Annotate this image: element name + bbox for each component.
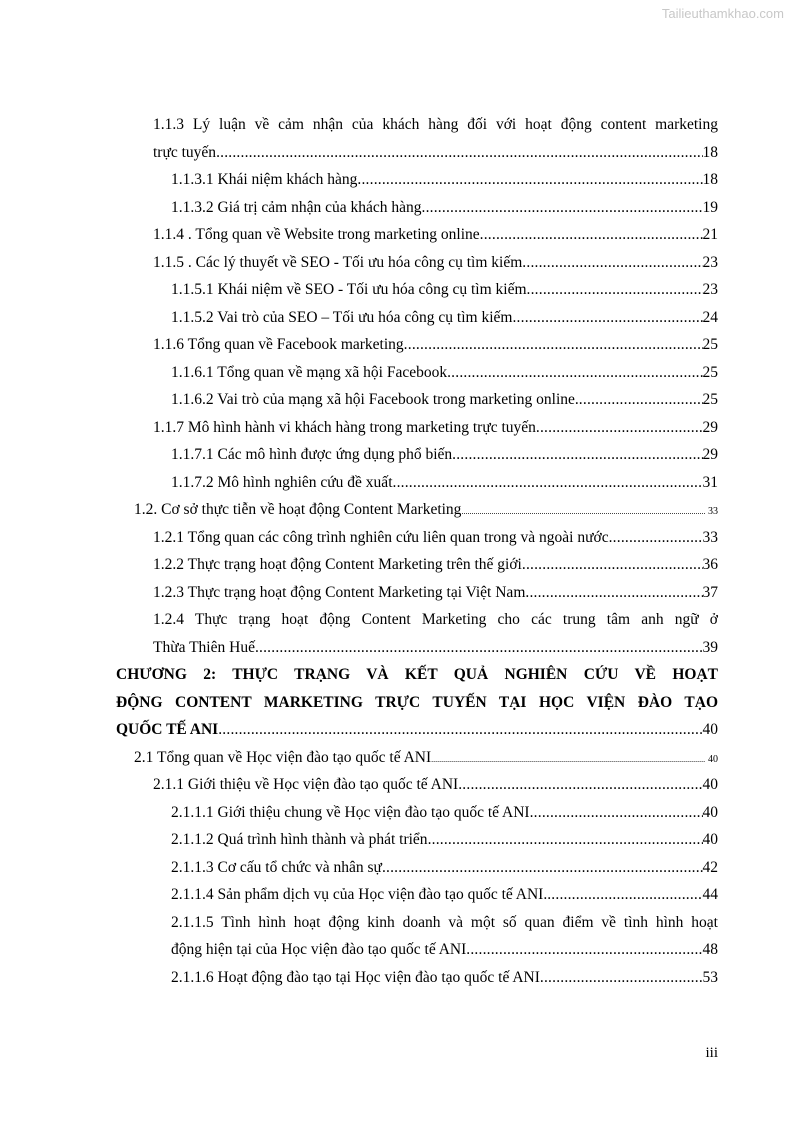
dot-leader xyxy=(255,634,703,661)
toc-page-number: 48 xyxy=(702,941,718,958)
dot-leader xyxy=(466,936,702,963)
toc-page-number: 40 xyxy=(702,831,718,848)
toc-entry-text: 2.1.1 Giới thiệu về Học viện đào tạo quốc tế ANI xyxy=(153,776,459,793)
toc-entry-text: 2.1 Tổng quan về Học viện đào tạo quốc tế ANI xyxy=(134,749,432,766)
dot-leader xyxy=(404,331,703,358)
dot-leader xyxy=(525,579,702,606)
dot-leader xyxy=(382,854,703,881)
toc-entry-text: CHƯƠNG 2: THỰC TRẠNG VÀ KẾT QUẢ NGHIÊN CỨU VỀ HOẠT xyxy=(116,666,718,683)
toc-entry[interactable] xyxy=(153,771,718,798)
dot-leader xyxy=(428,826,703,853)
toc-page-number: 37 xyxy=(702,584,718,601)
dot-leader xyxy=(218,716,702,743)
toc-entry[interactable] xyxy=(153,221,718,248)
toc-page-number: 44 xyxy=(702,886,718,903)
toc-entry-text: 1.1.7.1 Các mô hình được ứng dụng phổ biến xyxy=(171,446,453,463)
toc-entry-text: 1.1.6.2 Vai trò của mạng xã hội Facebook trong marketing online. xyxy=(171,391,579,408)
toc-entry[interactable] xyxy=(134,744,718,771)
toc-entry[interactable] xyxy=(171,276,718,303)
toc-entry[interactable] xyxy=(171,359,718,386)
dot-leader xyxy=(579,386,703,413)
toc-entry[interactable] xyxy=(171,936,718,963)
toc-entry[interactable] xyxy=(171,304,718,331)
toc-entry[interactable] xyxy=(134,496,718,523)
dot-leader xyxy=(536,414,703,441)
toc-entry-text: 2.1.1.5 Tình hình hoạt động kinh doanh và một số quan điểm về tình hình hoạt xyxy=(171,914,718,931)
dot-leader xyxy=(522,551,703,578)
toc-entry[interactable] xyxy=(171,194,718,221)
toc-entry-text: 1.1.7 Mô hình hành vi khách hàng trong marketing trực tuyến xyxy=(153,419,536,436)
dot-leader xyxy=(522,249,702,276)
page-number: iii xyxy=(705,1045,718,1061)
toc-entry-text: 2.1.1.1 Giới thiệu chung về Học viện đào tạo quốc tế ANI xyxy=(171,804,530,821)
toc-page-number: 40 xyxy=(702,804,718,821)
chapter-heading[interactable] xyxy=(116,716,718,743)
toc-entry[interactable] xyxy=(171,799,718,826)
toc-entry[interactable] xyxy=(153,249,718,276)
toc-entry[interactable] xyxy=(153,524,718,551)
dot-leader xyxy=(216,139,702,166)
toc-entry[interactable] xyxy=(171,386,718,413)
dot-leader xyxy=(512,304,702,331)
toc-entry-text: 1.2.2 Thực trạng hoạt động Content Marketing trên thế giới xyxy=(153,556,522,573)
toc-page-number: 40 xyxy=(708,754,718,765)
toc-entry-text: 1.1.3.1 Khái niệm khách hàng xyxy=(171,171,358,188)
toc-entry-text: 2.1.1.6 Hoạt động đào tạo tại Học viện đào tạo quốc tế ANI xyxy=(171,969,540,986)
toc-entry-text: 2.1.1.4 Sản phẩm dịch vụ của Học viện đào tạo quốc tế ANI. xyxy=(171,886,548,903)
chapter-heading[interactable] xyxy=(116,689,718,716)
toc-page-number: 29 xyxy=(702,419,718,436)
toc-page-number: 23 xyxy=(702,254,718,271)
toc-entry[interactable] xyxy=(153,606,718,633)
dot-leader xyxy=(447,359,702,386)
toc-entry[interactable] xyxy=(171,854,718,881)
toc-entry[interactable] xyxy=(171,469,718,496)
toc-entry-text: 1.1.5 . Các lý thuyết về SEO - Tối ưu hóa công cụ tìm kiếm xyxy=(153,254,523,271)
toc-entry-text: ĐỘNG CONTENT MARKETING TRỰC TUYẾN TẠI HỌC VIỆN ĐÀO TẠO xyxy=(116,694,718,711)
dot-leader xyxy=(422,194,703,221)
toc-entry-text: 2.1.1.3 Cơ cấu tổ chức và nhân sự xyxy=(171,859,382,876)
toc-page-number: 18 xyxy=(702,144,718,161)
toc-entry-text: 1.2.1 Tổng quan các công trình nghiên cứu liên quan trong và ngoài nước xyxy=(153,529,609,546)
toc-entry-text: 2.1.1.2 Quá trình hình thành và phát triển xyxy=(171,831,428,848)
toc-entry-text: động hiện tại của Học viện đào tạo quốc tế ANI xyxy=(171,941,467,958)
toc-page-number: 40 xyxy=(702,721,718,738)
toc-page-number: 18 xyxy=(702,171,718,188)
toc-page-number: 29 xyxy=(702,446,718,463)
toc-entry-text: 1.1.6 Tổng quan về Facebook marketing xyxy=(153,336,404,353)
dot-leader xyxy=(458,771,702,798)
toc-entry[interactable] xyxy=(153,634,718,661)
toc-page-number: 39 xyxy=(702,639,718,656)
toc-entry-text: QUỐC TẾ ANI xyxy=(116,721,219,738)
toc-entry-text: 1.1.3.2 Giá trị cảm nhận của khách hàng xyxy=(171,199,422,216)
toc-page-number: 25 xyxy=(702,391,718,408)
toc-entry[interactable] xyxy=(171,909,718,936)
toc-entry[interactable] xyxy=(153,331,718,358)
toc-entry-text: 1.1.3 Lý luận về cảm nhận của khách hàng đối với hoạt động content marketing xyxy=(153,116,718,133)
toc-entry-text: 1.1.7.2 Mô hình nghiên cứu đề xuất xyxy=(171,474,393,491)
toc-entry-text: 1.1.6.1 Tổng quan về mạng xã hội Facebook xyxy=(171,364,448,381)
toc-entry-text: 1.2.4 Thực trạng hoạt động Content Marketing cho các trung tâm anh ngữ ở xyxy=(153,611,718,628)
toc-entry-text: 1.2.3 Thực trạng hoạt động Content Marketing tại Việt Nam xyxy=(153,584,526,601)
toc-page-number: 25 xyxy=(702,364,718,381)
toc-entry-text: trực tuyến xyxy=(153,144,217,161)
toc-page-number: 19 xyxy=(702,199,718,216)
toc-entry-text: 1.1.5.1 Khái niệm về SEO - Tối ưu hóa công cụ tìm kiếm xyxy=(171,281,527,298)
toc-entry[interactable] xyxy=(153,111,718,138)
toc-page-number: 36 xyxy=(702,556,718,573)
toc-entry[interactable] xyxy=(171,166,718,193)
toc-page-number: 42 xyxy=(702,859,718,876)
dot-leader xyxy=(540,964,703,991)
dot-leader xyxy=(393,469,703,496)
toc-page-number: 24 xyxy=(702,309,718,326)
toc-entry[interactable] xyxy=(153,579,718,606)
dot-leader xyxy=(431,746,705,773)
dot-leader xyxy=(461,498,705,525)
dot-leader xyxy=(530,799,703,826)
toc-entry[interactable] xyxy=(153,551,718,578)
watermark: Tailieuthamkhao.com xyxy=(661,6,784,21)
toc-entry[interactable] xyxy=(171,826,718,853)
toc-page-number: 33 xyxy=(702,529,718,546)
toc-page-number: 53 xyxy=(702,969,718,986)
toc-page-number: 40 xyxy=(702,776,718,793)
dot-leader xyxy=(547,881,702,908)
toc-entry[interactable] xyxy=(153,414,718,441)
dot-leader xyxy=(527,276,703,303)
toc-entry[interactable] xyxy=(171,964,718,991)
dot-leader xyxy=(452,441,702,468)
toc-page-number: 33 xyxy=(708,506,718,517)
toc-page-number: 23 xyxy=(702,281,718,298)
toc-entry[interactable] xyxy=(171,881,718,908)
toc-entry[interactable] xyxy=(171,441,718,468)
dot-leader xyxy=(609,524,703,551)
toc-page-number: 25 xyxy=(702,336,718,353)
toc-entry-text: 1.2. Cơ sở thực tiễn về hoạt động Content Marketing xyxy=(134,501,462,518)
toc-entry[interactable] xyxy=(153,139,718,166)
dot-leader xyxy=(480,221,703,248)
toc-entry-text: Thừa Thiên Huế xyxy=(153,639,255,656)
toc-page-number: 21 xyxy=(702,226,718,243)
chapter-heading[interactable] xyxy=(116,661,718,688)
dot-leader xyxy=(357,166,702,193)
toc-entry-text: 1.1.5.2 Vai trò của SEO – Tối ưu hóa công cụ tìm kiếm xyxy=(171,309,513,326)
toc-entry-text: 1.1.4 . Tổng quan về Website trong marketing online xyxy=(153,226,480,243)
toc-page-number: 31 xyxy=(702,474,718,491)
